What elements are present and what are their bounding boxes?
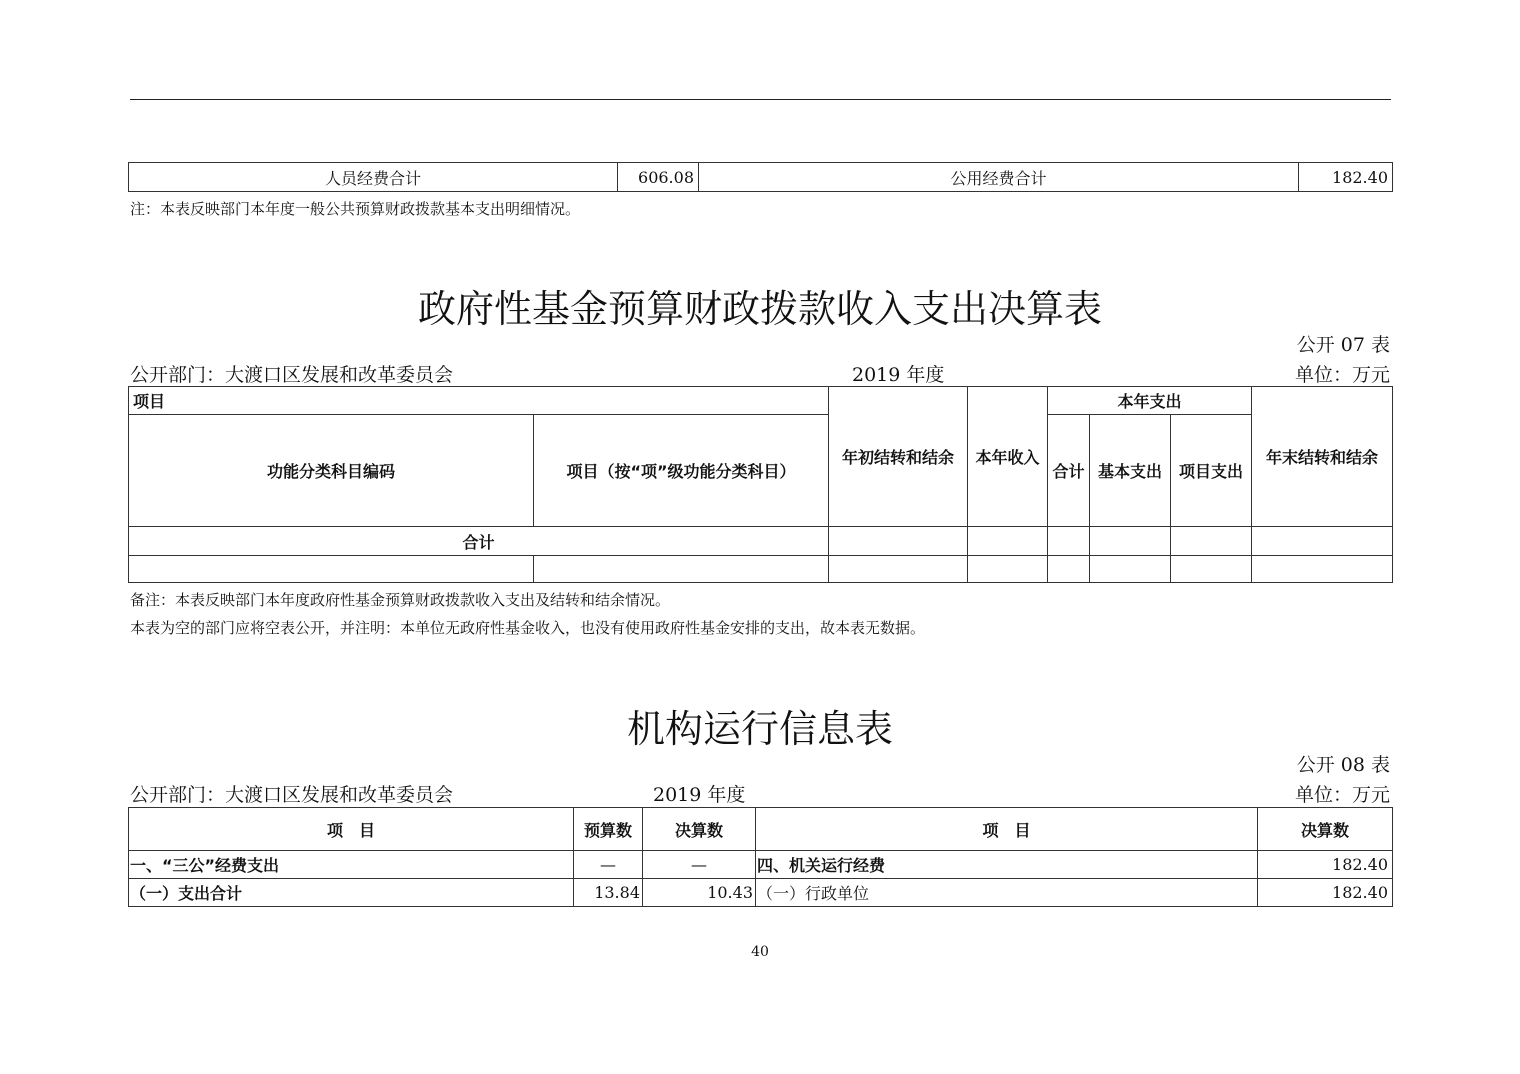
table07-unit: 单位：万元 <box>1294 364 1390 386</box>
gov-fund-budget-table <box>128 386 1393 583</box>
table-row <box>129 851 1393 879</box>
row-budget: — <box>574 851 643 879</box>
row-right-value: 182.40 <box>1258 851 1393 879</box>
header-basic: 基本支出 <box>1090 415 1171 527</box>
row-left-label: （一）支出合计 <box>129 879 574 907</box>
public-value: 182.40 <box>1299 163 1393 192</box>
table07-note2: 本表为空的部门应将空表公开，并注明：本单位无政府性基金收入，也没有使用政府性基金安排的支出，故本表无数据。 <box>130 619 926 637</box>
basic-expense-summary-table <box>128 162 1393 192</box>
table-cell <box>1252 556 1393 583</box>
table-cell <box>1171 556 1252 583</box>
table08-code: 公开 08 表 <box>1296 754 1390 776</box>
header-func-code: 功能分类科目编码 <box>129 415 534 527</box>
table08-dept: 公开部门：大渡口区发展和改革委员会 <box>130 784 454 806</box>
table-cell <box>1090 556 1171 583</box>
personnel-value: 606.08 <box>618 163 699 192</box>
table-cell <box>1171 527 1252 556</box>
page-number: 40 <box>751 944 769 960</box>
header-expense-group: 本年支出 <box>1048 387 1252 415</box>
table-row <box>129 879 1393 907</box>
table-cell <box>534 556 829 583</box>
header-rule <box>130 99 1391 100</box>
table-cell <box>1252 527 1393 556</box>
table-header-row <box>129 808 1393 851</box>
total-row-label: 合计 <box>129 527 829 556</box>
header-budget: 预算数 <box>574 808 643 851</box>
row-left-label: 一、“三公”经费支出 <box>129 851 574 879</box>
header-begin-balance: 年初结转和结余 <box>829 387 968 527</box>
header-project: 项目支出 <box>1171 415 1252 527</box>
table-cell <box>1048 527 1090 556</box>
row-right-value: 182.40 <box>1258 879 1393 907</box>
header-final-right: 决算数 <box>1258 808 1393 851</box>
row-right-label: （一）行政单位 <box>756 879 1258 907</box>
header-end-balance: 年末结转和结余 <box>1252 387 1393 527</box>
table08-unit: 单位：万元 <box>1294 784 1390 806</box>
org-operation-table <box>128 807 1393 907</box>
prev-table-note: 注：本表反映部门本年度一般公共预算财政拨款基本支出明细情况。 <box>130 200 581 218</box>
table-cell <box>829 527 968 556</box>
table-row <box>129 556 1393 583</box>
table07-dept: 公开部门：大渡口区发展和改革委员会 <box>130 364 454 386</box>
row-budget: 13.84 <box>574 879 643 907</box>
header-item-by-func: 项目（按“项”级功能分类科目） <box>534 415 829 527</box>
table-cell <box>829 556 968 583</box>
header-total: 合计 <box>1048 415 1090 527</box>
table07-title: 政府性基金预算财政拨款收入支出决算表 <box>417 287 1102 331</box>
table-row <box>129 527 1393 556</box>
row-final: — <box>643 851 756 879</box>
header-item-left: 项 目 <box>129 808 574 851</box>
table-cell <box>129 556 534 583</box>
personnel-label: 人员经费合计 <box>129 163 618 192</box>
table-cell <box>968 527 1048 556</box>
table07-year: 2019 年度 <box>852 364 945 386</box>
table07-note1: 备注：本表反映部门本年度政府性基金预算财政拨款收入支出及结转和结余情况。 <box>130 591 671 609</box>
table-cell <box>968 556 1048 583</box>
public-label: 公用经费合计 <box>699 163 1299 192</box>
header-final-left: 决算数 <box>643 808 756 851</box>
table-header-row <box>129 387 1393 415</box>
table08-year: 2019 年度 <box>653 784 746 806</box>
table-header-row <box>129 415 1393 527</box>
table-row <box>129 163 1393 192</box>
table-cell <box>1048 556 1090 583</box>
table08-title: 机构运行信息表 <box>626 707 893 751</box>
table-cell <box>1090 527 1171 556</box>
header-income: 本年收入 <box>968 387 1048 527</box>
row-final: 10.43 <box>643 879 756 907</box>
header-item: 项目 <box>129 387 829 415</box>
table07-code: 公开 07 表 <box>1296 334 1390 356</box>
row-right-label: 四、机关运行经费 <box>756 851 1258 879</box>
header-item-right: 项 目 <box>756 808 1258 851</box>
